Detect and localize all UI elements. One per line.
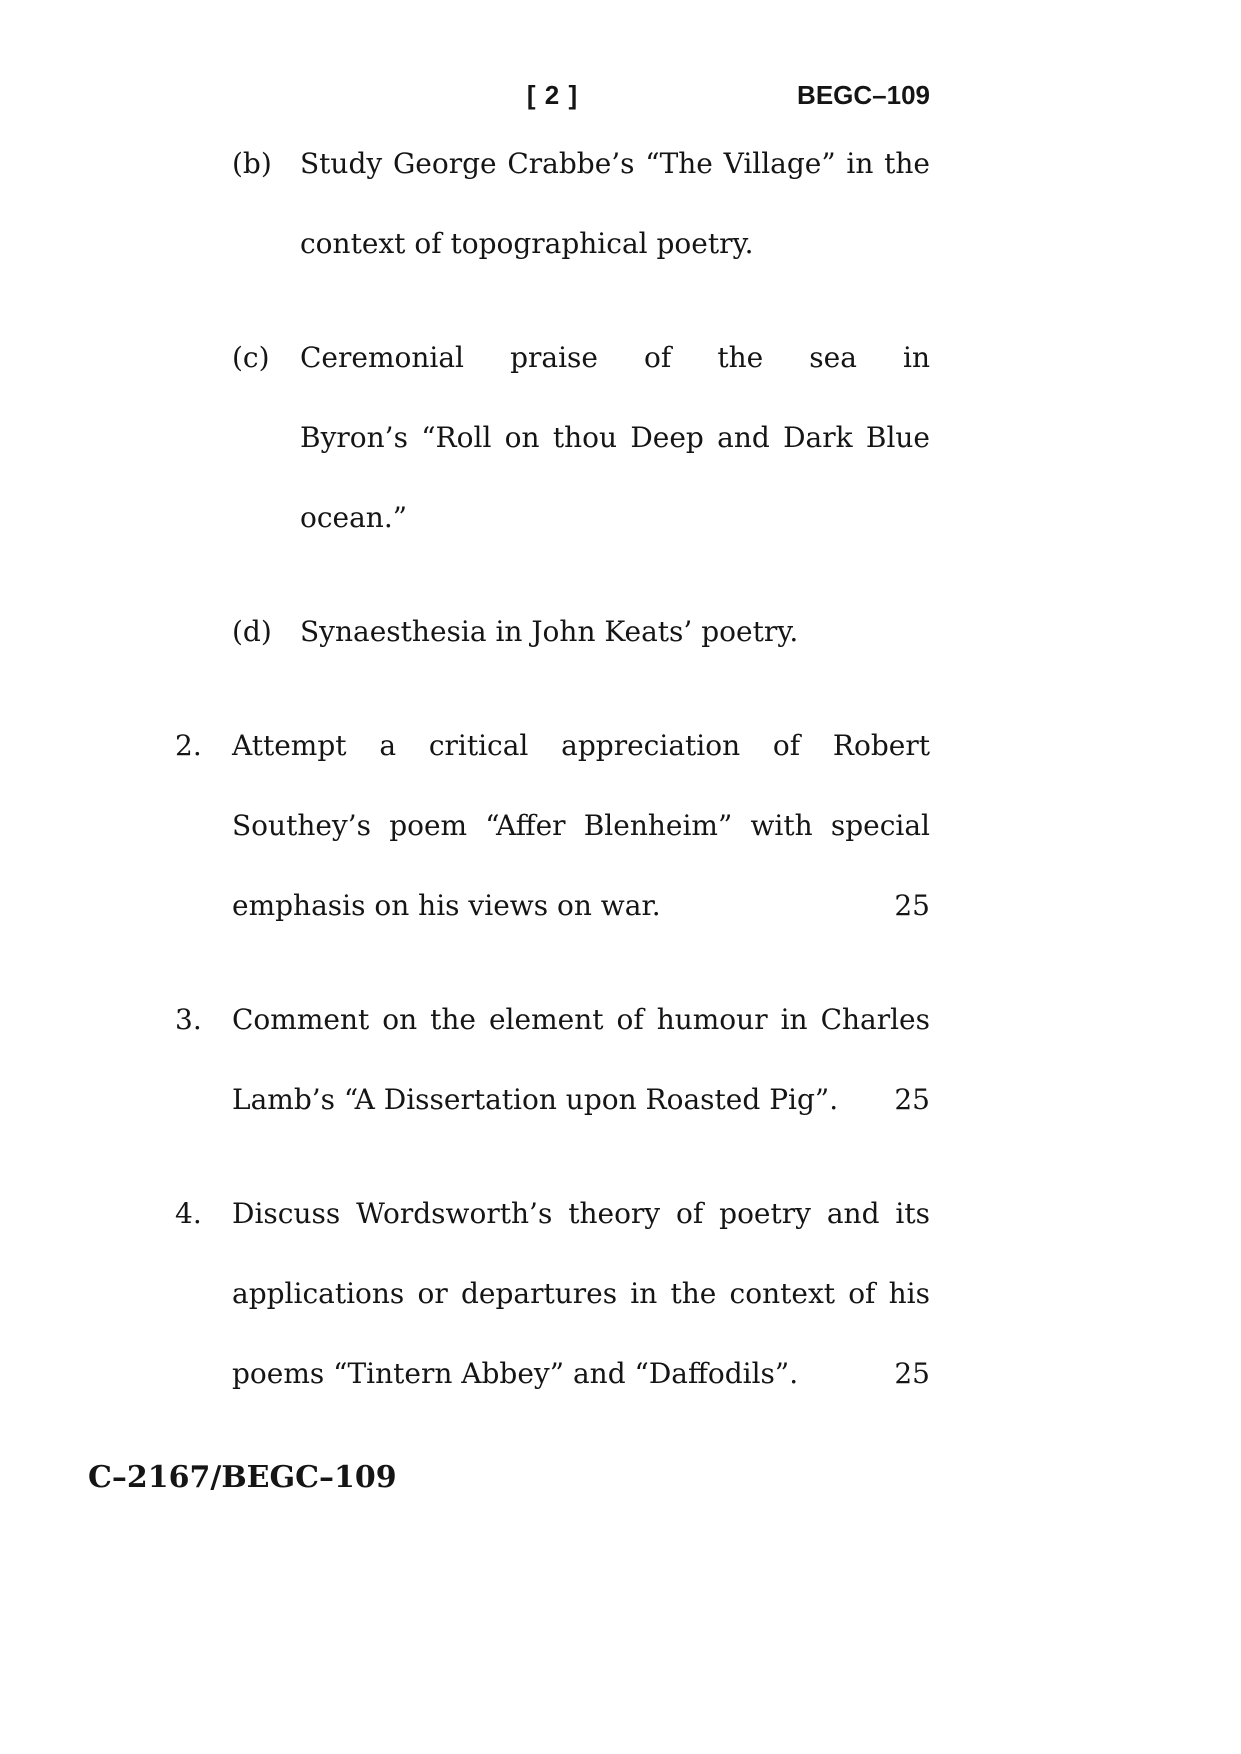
question-line-text: Lamb’s “A Dissertation upon Roasted Pig”. bbox=[232, 1083, 839, 1116]
question-body bbox=[300, 592, 930, 672]
question-line: Discuss Wordsworth’s theory of poetry and its bbox=[232, 1197, 930, 1230]
page-header bbox=[175, 80, 930, 110]
question-line: context of topographical poetry. bbox=[300, 227, 754, 260]
question-item-b bbox=[232, 124, 930, 284]
question-line bbox=[232, 1060, 930, 1140]
marks-value: 25 bbox=[894, 889, 930, 922]
question-line bbox=[232, 1334, 930, 1414]
question-item-4 bbox=[175, 1174, 930, 1414]
course-code: BEGC–109 bbox=[797, 80, 931, 110]
question-body bbox=[232, 1174, 930, 1414]
question-item-3 bbox=[175, 980, 930, 1140]
question-label: 3. bbox=[175, 1003, 202, 1036]
question-label: (c) bbox=[232, 341, 270, 374]
question-line bbox=[232, 866, 930, 946]
page-number: [ 2 ] bbox=[526, 80, 579, 110]
paper-code-footer: C–2167/BEGC–109 bbox=[88, 1460, 397, 1495]
question-line: applications or departures in the context of his bbox=[232, 1277, 930, 1310]
question-item-2 bbox=[175, 706, 930, 946]
question-label: 4. bbox=[175, 1197, 202, 1230]
question-line: Study George Crabbe’s “The Village” in the bbox=[300, 147, 930, 180]
question-line: Attempt a critical appreciation of Robert bbox=[232, 729, 930, 762]
question-label: (b) bbox=[232, 147, 272, 180]
question-line: Synaesthesia in John Keats’ poetry. bbox=[300, 615, 799, 648]
question-item-c bbox=[232, 318, 930, 558]
marks-value: 25 bbox=[894, 1357, 930, 1390]
question-body bbox=[232, 980, 930, 1140]
question-line: Comment on the element of humour in Charles bbox=[232, 1003, 930, 1036]
question-line-text: poems “Tintern Abbey” and “Daffodils”. bbox=[232, 1357, 799, 1390]
question-body bbox=[232, 706, 930, 946]
question-label: 2. bbox=[175, 729, 202, 762]
question-body bbox=[300, 124, 930, 284]
question-body bbox=[300, 318, 930, 558]
question-line: Southey’s poem “Affer Blenheim” with special bbox=[232, 809, 930, 842]
question-line: ocean.” bbox=[300, 501, 408, 534]
question-line: Ceremonial praise of the sea in bbox=[300, 341, 930, 374]
question-line: Byron’s “Roll on thou Deep and Dark Blue bbox=[300, 421, 930, 454]
question-line-text: emphasis on his views on war. bbox=[232, 889, 661, 922]
marks-value: 25 bbox=[894, 1083, 930, 1116]
question-label: (d) bbox=[232, 615, 272, 648]
question-item-d bbox=[232, 592, 930, 672]
